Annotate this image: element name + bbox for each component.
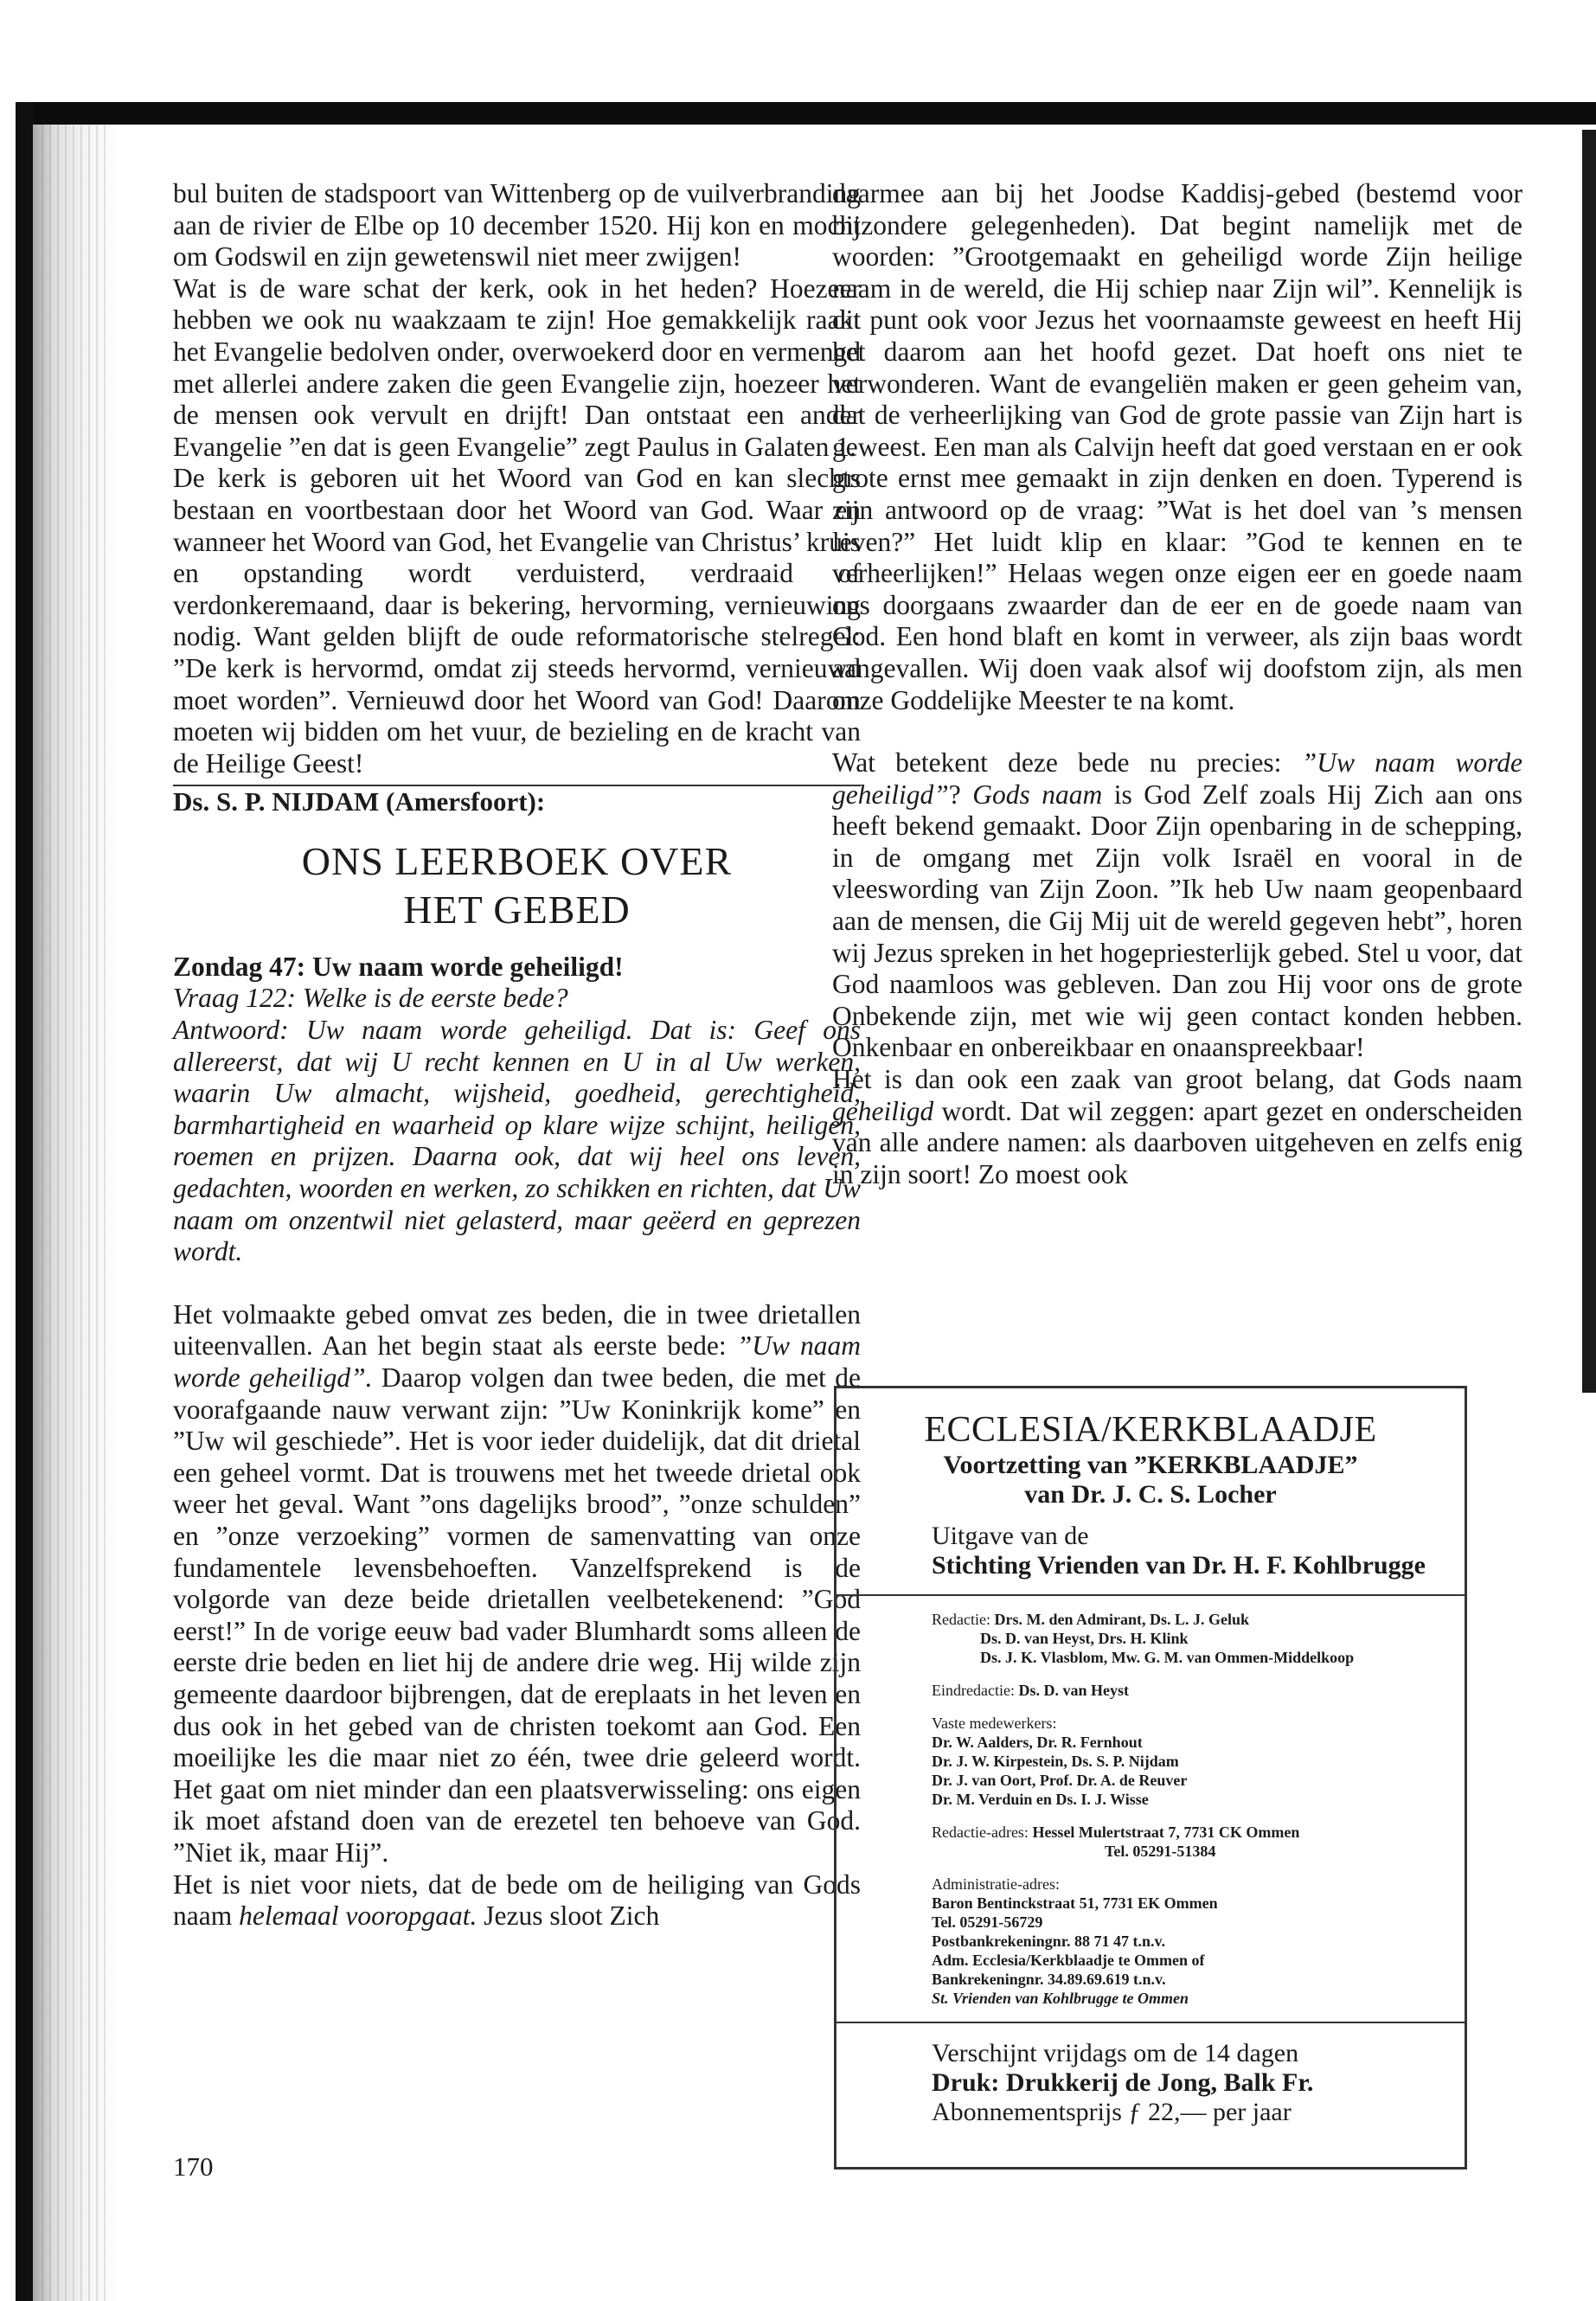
redactie-section bbox=[836, 1610, 1465, 1667]
text-run: Het is niet voor niets, dat de bede om de heiliging van Gods naam bbox=[173, 1868, 861, 1932]
administratie-line: Bankrekeningnr. 34.89.69.619 t.n.v. bbox=[932, 1971, 1166, 1988]
colophon-subtitle: van Dr. J. C. S. Locher bbox=[1024, 1480, 1277, 1509]
spacer bbox=[173, 1268, 861, 1299]
administratie-section bbox=[836, 1875, 1465, 2008]
redactie-names: Ds. D. van Heyst, Drs. H. Klink bbox=[980, 1630, 1189, 1647]
page-number: 170 bbox=[173, 2151, 214, 2182]
text-run: wordt. Dat wil zeggen: apart gezet en onderscheiden van alle andere namen: als daarboven uitgeheven en zelfs enig in zijn soort! Zo moest ook bbox=[832, 1095, 1522, 1189]
colophon-subtitle: Voortzetting van ”KERKBLAADJE” bbox=[943, 1451, 1358, 1479]
text-run-italic: geheiligd bbox=[832, 1095, 934, 1126]
administratie-line: Baron Bentinckstraat 51, 7731 EK Ommen bbox=[932, 1894, 1218, 1912]
colophon-divider bbox=[836, 1594, 1465, 1596]
scan-border-right bbox=[1582, 130, 1596, 1393]
paragraph: daarmee aan bij het Joodse Kaddisj-gebed (bestemd voor bijzondere gelegenheden). Dat begint namelijk met de woorden: ”Grootgemaakt en geheiligd worde Zijn heilige naam in de wereld, die Hij schiep naar Zijn wil”. Kennelijk is dit punt ook voor Jezus het voornaamste geweest en heeft Hij het daarom aan het hoofd gezet. Dat hoeft ons niet te verwonderen. Want de evangeliën maken er geen geheim van, dat de verheerlijking van God de grote passie van Zijn hart is geweest. Een man als Calvijn heeft dat goed verstaan en er ook grote ernst mee gemaakt in zijn denken en doen. Typerend is zijn antwoord op de vraag: ”Wat is het doel van ’s mensen leven?” Het luidt klip en klaar: ”God te kennen en te verheerlijken!” Helaas wegen onze eigen eer en goede naam ons doorgaans zwaarder dan de eer en de goede naam van God. Een hond blaft en komt in verweer, als zijn baas wordt aangevallen. Wij doen vaak alsof wij doofstom zijn, als men onze Goddelijke Meester te na komt. bbox=[832, 178, 1522, 715]
medewerker-names: Dr. M. Verduin en Ds. I. J. Wisse bbox=[932, 1791, 1149, 1808]
paragraph bbox=[832, 1064, 1522, 1190]
administratie-line: Tel. 05291-56729 bbox=[932, 1913, 1043, 1931]
colophon-title: ECCLESIA/KERKBLAADJE bbox=[924, 1410, 1377, 1450]
heading-line-2: HET GEBED bbox=[403, 887, 631, 932]
paragraph: bul buiten de stadspoort van Wittenberg op de vuilverbranding aan de rivier de Elbe op 10 december 1520. Hij kon en mocht om Godswil en zijn gewetenswil niet meer zwijgen! bbox=[173, 178, 861, 272]
paragraph: Wat is de ware schat der kerk, ook in het heden? Hoezeer hebben we ook nu waakzaam te zijn! Hoe gemakkelijk raakt het Evangelie bedolven onder, overwoekerd door en vermengd met allerlei andere zaken die geen Evangelie zijn, hoezeer het de mensen ook vervult en drijft! Dan ontstaat een ander Evangelie ”en dat is geen Evangelie” zegt Paulus in Galaten 1. bbox=[173, 272, 861, 462]
scan-border-left bbox=[16, 102, 33, 2301]
administratie-line: Postbankrekeningnr. 88 71 47 t.n.v. bbox=[932, 1932, 1166, 1950]
text-run: Jezus sloot Zich bbox=[477, 1900, 660, 1932]
text-run: Daarop volgen dan twee beden, die met de voorafgaande nauw verwant zijn: ”Uw Koninkrijk kome” en ”Uw wil geschiede”. Het is voor ieder duidelijk, dat dit drietal een geheel vormt. Dat is trouwens met het tweede drietal ook weer het geval. Want ”ons dagelijks brood”, ”onze schulden” en ”onze verzoeking” vormen de samenvatting van onze fundamentele levensbehoeften. Vanzelfsprekend is de volgorde van deze beide drietallen veelbetekenend: ”God eerst!” In de vorige eeuw bad vader Blumhardt soms alleen de eerste drie beden en liet hij de andere drie weg. Hij wilde zijn gemeente daardoor bijbrengen, dat de ereplaats in het leven en dus ook in het gebed van de christen toekomt aan God. Een moeilijke les die maar niet zo één, twee drie geleerd wordt. Het gaat om niet minder dan een plaatsverwisseling: ons eigen ik moet afstand doen van de erezetel ten behoeve van God. ”Niet ik, maar Hij”. bbox=[173, 1362, 861, 1868]
redactieadres: Hessel Mulertstraat 7, 7731 CK Ommen bbox=[1032, 1823, 1300, 1841]
zondag-title: Zondag 47: Uw naam worde geheiligd! bbox=[173, 951, 624, 982]
magazine-page bbox=[119, 125, 1573, 2301]
footer-subscription: Abonnementsprijs ƒ 22,— per jaar bbox=[932, 2098, 1292, 2126]
administratie-line: St. Vrienden van Kohlbrugge te Ommen bbox=[932, 1990, 1189, 2007]
redactie-names: Drs. M. den Admirant, Ds. L. J. Geluk bbox=[994, 1611, 1249, 1628]
redactie-label: Redactie: bbox=[932, 1611, 990, 1628]
paragraph bbox=[173, 1299, 861, 1869]
right-column bbox=[832, 178, 1522, 1190]
text-run: Het volmaakte gebed omvat zes beden, die in twee drietallen uiteenvallen. Aan het begin staat als eerste bede: bbox=[173, 1298, 861, 1362]
publisher bbox=[836, 1522, 1465, 1580]
publisher-line: Uitgave van de bbox=[932, 1522, 1089, 1550]
author-byline: Ds. S. P. NIJDAM (Amersfoort): bbox=[173, 786, 546, 817]
eindredactie-label: Eindredactie: bbox=[932, 1682, 1015, 1699]
redactie-names: Ds. J. K. Vlasblom, Mw. G. M. van Ommen-Middelkoop bbox=[980, 1649, 1355, 1666]
footer-printer: Druk: Drukkerij de Jong, Balk Fr. bbox=[932, 2068, 1314, 2097]
paragraph bbox=[173, 1869, 861, 1932]
eindredactie-section bbox=[836, 1681, 1465, 1700]
medewerker-names: Dr. J. van Oort, Prof. Dr. A. de Reuver bbox=[932, 1772, 1188, 1789]
publisher-name: Stichting Vrienden van Dr. H. F. Kohlbrugge bbox=[932, 1551, 1426, 1580]
article-heading bbox=[173, 837, 861, 934]
text-run: is God Zelf zoals Hij Zich aan ons heeft bekend gemaakt. Door Zijn openbaring in de schepping, in de omgang met Zijn volk Israël en vooral in de vleeswording van Zijn Zoon. ”Ik heb Uw naam geopenbaard aan de mensen, die Gij Mij uit de wereld gegeven hebt”, horen wij Jezus spreken in het hogepriesterlijk gebed. Stel u voor, dat God naamloos was gebleven. Dan zou Hij voor ons de grote Onbekende zijn, met wie wij geen contact konden hebben. Onkenbaar en onbereikbaar en onaanspreekbaar! bbox=[832, 779, 1522, 1063]
text-run: Het is dan ook een zaak van groot belang, dat Gods naam bbox=[832, 1064, 1522, 1095]
text-run-italic: ”Uw naam worde geheiligd” bbox=[832, 747, 1523, 810]
paragraph: De kerk is geboren uit het Woord van God en kan slechts bestaan en voortbestaan door het Woord van God. Waar en wanneer het Woord van God, het Evangelie van Christus’ kruis en opstanding wordt verduisterd, verdraaid of verdonkeremaand, daar is bekering, hervorming, vernieuwing nodig. Want gelden blijft de oude reformatorische stelregel: ”De kerk is hervormd, omdat zij steeds hervormd, vernieuwd moet worden”. Vernieuwd door het Woord van God! Daarom moeten wij bidden om het vuur, de bezieling en de kracht van de Heilige Geest! bbox=[173, 463, 861, 779]
colophon-box bbox=[834, 1386, 1467, 2170]
catechism-answer: Antwoord: Uw naam worde geheiligd. Dat is: Geef ons allereerst, dat wij U recht kennen en U in al Uw werken, waarin Uw almacht, wijsheid, goedheid, gerechtigheid, barmhartigheid en waarheid op klare wijze schijnt, heiligen, roemen en prijzen. Daarna ook, dat wij heel ons leven, gedachten, woorden en werken, zo schikken en richten, dat Uw naam om onzentwil niet gelasterd, maar geëerd en geprezen wordt. bbox=[173, 1015, 861, 1267]
spacer bbox=[832, 716, 1522, 747]
paragraph bbox=[832, 747, 1522, 1064]
left-column bbox=[173, 178, 861, 1932]
page-stack-edges bbox=[42, 125, 111, 2301]
redactieadres-section bbox=[836, 1823, 1465, 1861]
medewerker-names: Dr. J. W. Kirpestein, Ds. S. P. Nijdam bbox=[932, 1753, 1179, 1770]
administratie-line: Adm. Ecclesia/Kerkblaadje te Ommen of bbox=[932, 1952, 1205, 1969]
colophon-footer bbox=[836, 2039, 1465, 2127]
redactieadres-label: Redactie-adres: bbox=[932, 1823, 1029, 1841]
text-run: Wat betekent deze bede nu precies: bbox=[832, 747, 1302, 779]
eindredactie-name: Ds. D. van Heyst bbox=[1018, 1682, 1129, 1699]
text-run: ? bbox=[948, 779, 973, 810]
administratie-label: Administratie-adres: bbox=[932, 1875, 1060, 1893]
text-run-italic: Gods naam bbox=[972, 779, 1103, 810]
text-run-italic: ”Uw naam worde geheiligd”. bbox=[173, 1330, 861, 1393]
footer-line: Verschijnt vrijdags om de 14 dagen bbox=[932, 2039, 1299, 2067]
redactie-telephone: Tel. 05291-51384 bbox=[1105, 1843, 1216, 1860]
medewerkers-label: Vaste medewerkers: bbox=[932, 1715, 1057, 1732]
colophon-divider bbox=[836, 2022, 1465, 2023]
heading-line-1: ONS LEERBOEK OVER bbox=[301, 838, 733, 883]
catechism-question: Vraag 122: Welke is de eerste bede? bbox=[173, 983, 568, 1014]
medewerkers-section bbox=[836, 1714, 1465, 1809]
medewerker-names: Dr. W. Aalders, Dr. R. Fernhout bbox=[932, 1734, 1143, 1751]
scan-border-top bbox=[16, 102, 1596, 125]
text-run-italic: helemaal vooropgaat. bbox=[239, 1900, 478, 1932]
